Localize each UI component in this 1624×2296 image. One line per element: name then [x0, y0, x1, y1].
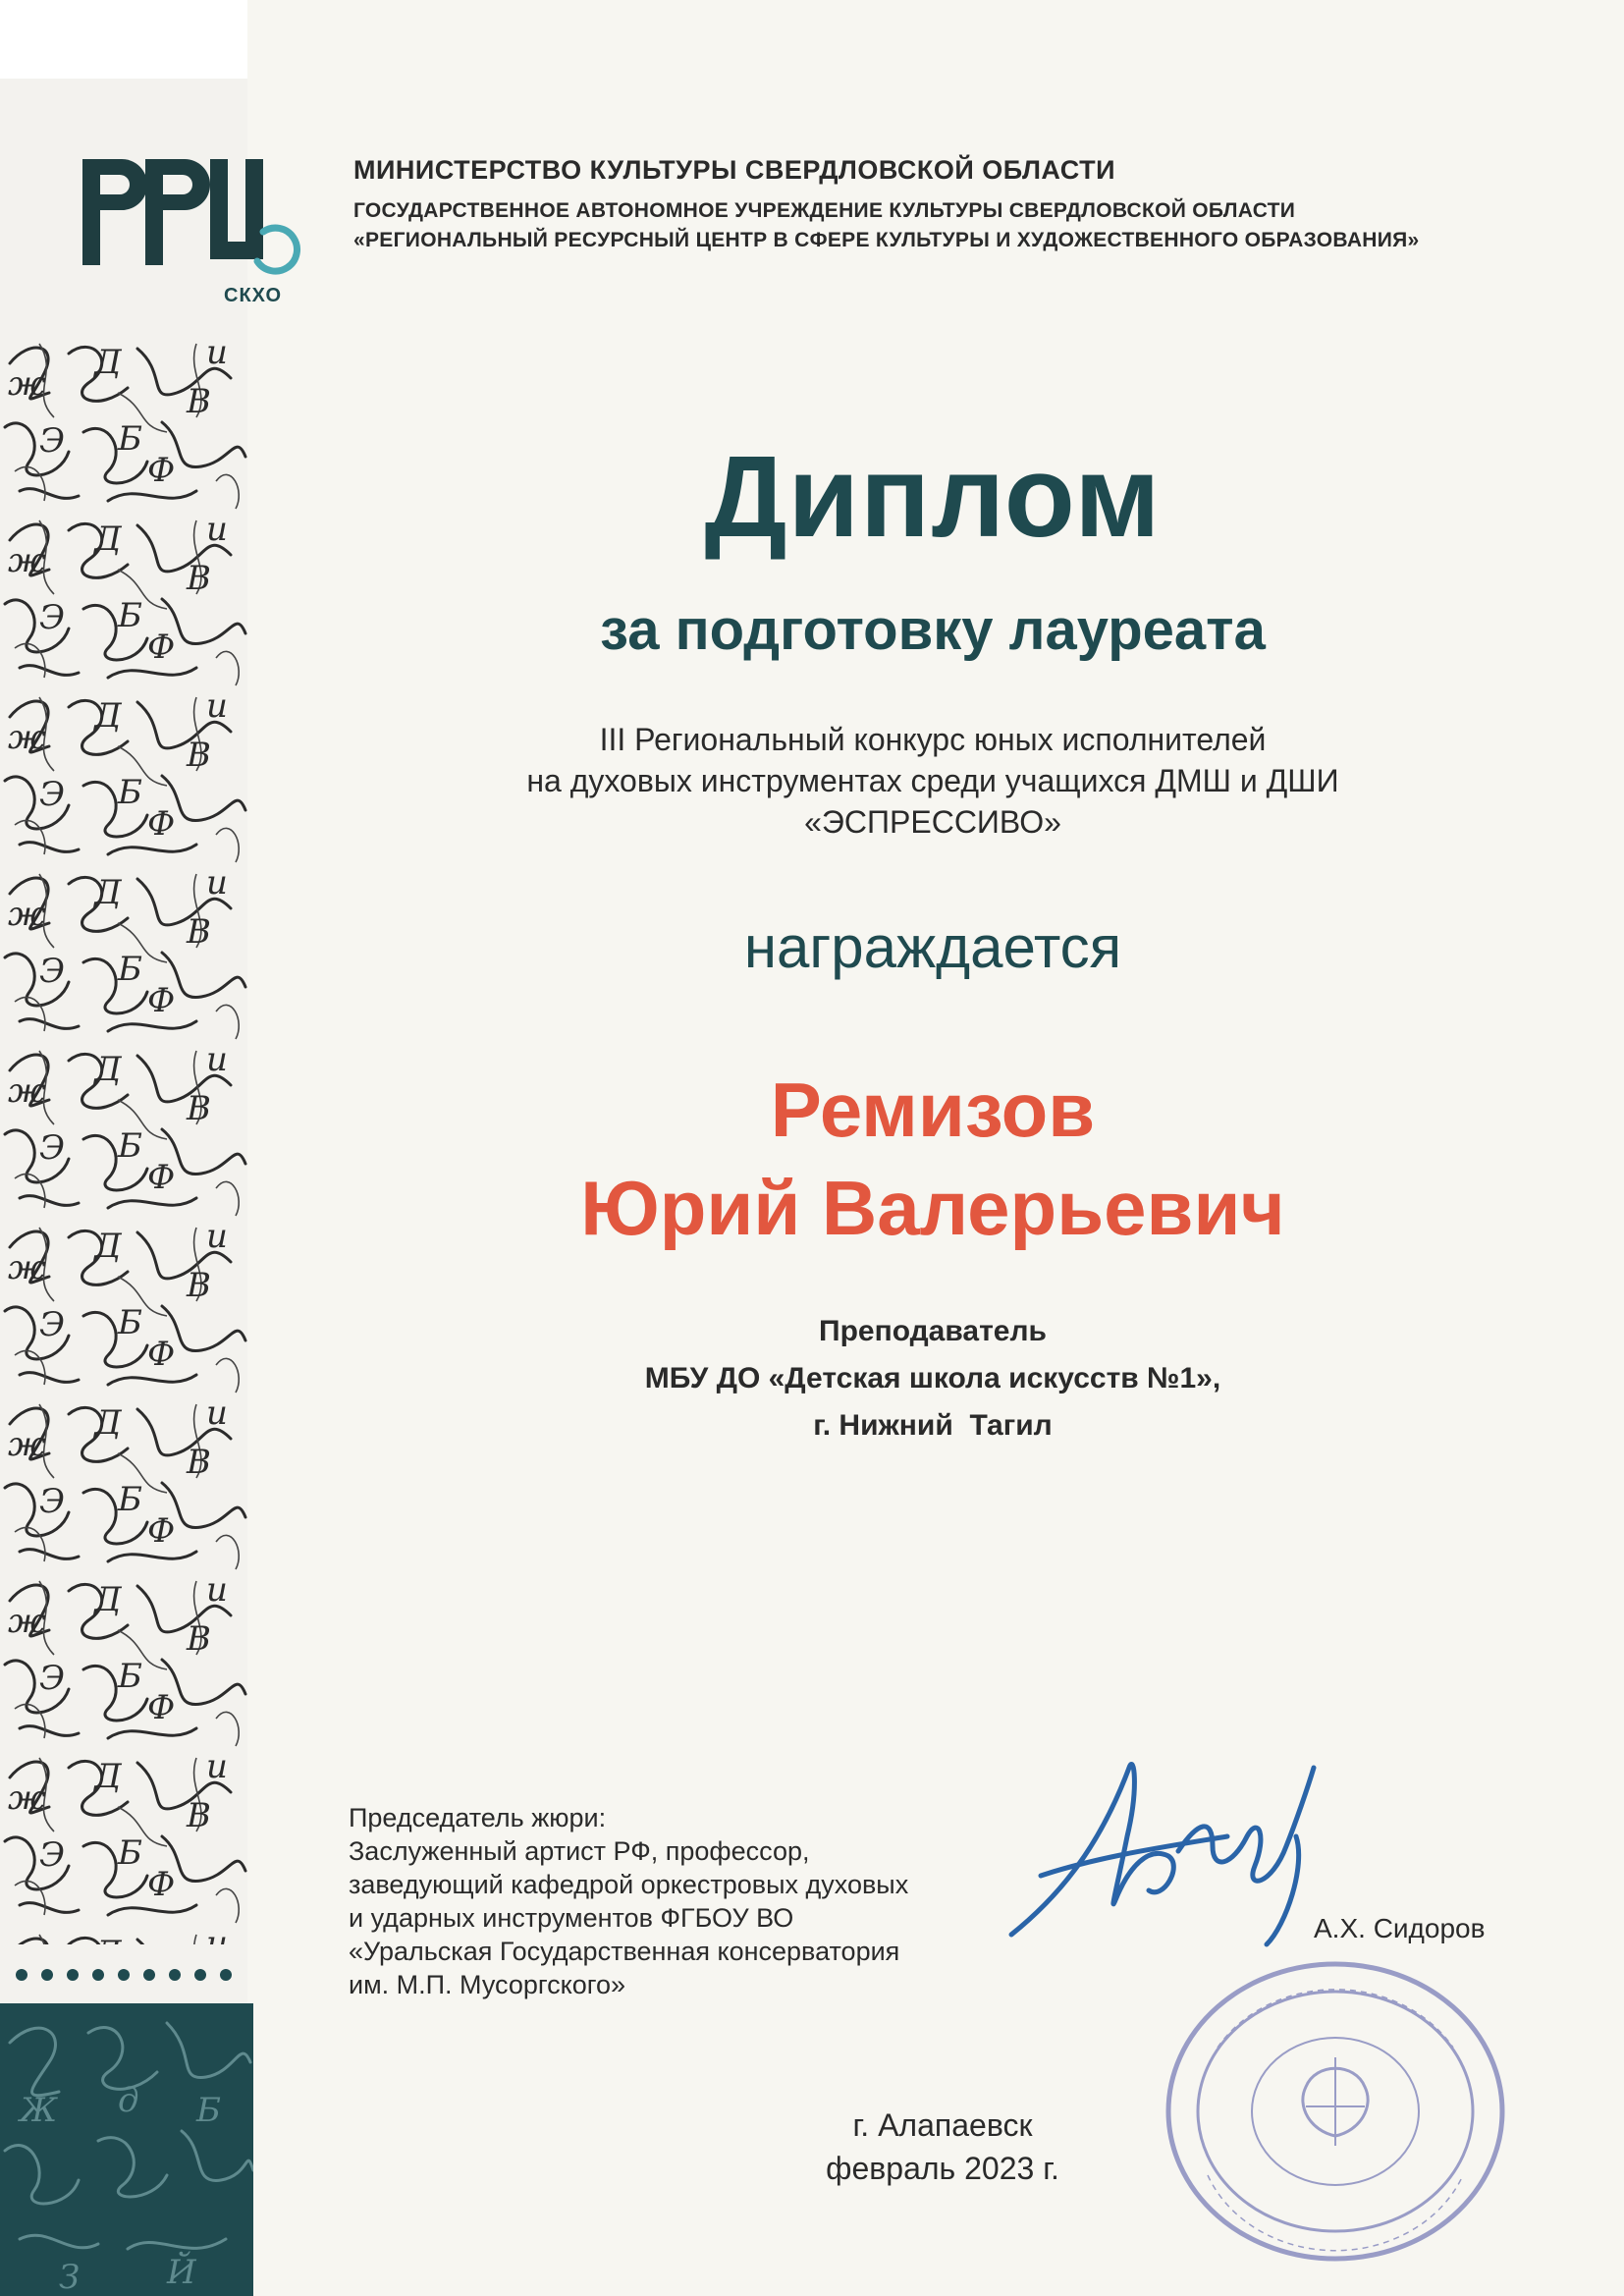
awarded-label: награждается	[743, 914, 1122, 980]
band-bottom-block	[0, 2003, 253, 2296]
recipient-organization: МБУ ДО «Детская школа искусств №1»,	[644, 1362, 1221, 1394]
svg-text:Й: Й	[167, 2253, 196, 2292]
jury-line-3: заведующий кафедрой оркестровых духовых	[349, 1870, 909, 1899]
decorative-side-band	[0, 0, 247, 2296]
recipient-given-names: Юрий Валерьевич	[580, 1165, 1285, 1251]
recipient-city: г. Нижний Тагил	[813, 1409, 1053, 1442]
place: г. Алапаевск	[852, 2107, 1033, 2143]
contest-name: «ЭСПРЕССИВО»	[804, 804, 1061, 840]
svg-text:З: З	[59, 2258, 81, 2296]
jury-line-4: и ударных инструментов ФГБОУ ВО	[349, 1903, 794, 1933]
contest-line-1: III Региональный конкурс юных исполнителей	[599, 722, 1267, 757]
diploma-subtitle: за подготовку лауреата	[600, 598, 1266, 662]
official-stamp	[1159, 1949, 1512, 2273]
logo-subtitle: СКХО	[224, 285, 283, 306]
dot-divider	[14, 1965, 249, 1985]
svg-text:Б: Б	[196, 2091, 221, 2130]
svg-text:Ж: Ж	[20, 2091, 58, 2130]
jury-chair-name: А.Х. Сидоров	[1314, 1913, 1486, 1943]
jury-line-1: Председатель жюри:	[349, 1803, 607, 1832]
place-and-date	[746, 2104, 1139, 2190]
rrc-logo	[82, 153, 338, 320]
institution-line-1: ГОСУДАРСТВЕННОЕ АВТОНОМНОЕ УЧРЕЖДЕНИЕ КУЛЬТУРЫ СВЕРДЛОВСКОЙ ОБЛАСТИ	[353, 199, 1296, 222]
ministry-name: МИНИСТЕРСТВО КУЛЬТУРЫ СВЕРДЛОВСКОЙ ОБЛАСТИ	[353, 155, 1115, 185]
recipient-name	[393, 1061, 1473, 1257]
header	[353, 155, 1532, 258]
contest-line-2: на духовых инструментах среди учащихся ДМШ и ДШИ	[526, 763, 1339, 798]
diploma-title: Диплом	[704, 432, 1162, 562]
recipient-surname: Ремизов	[770, 1066, 1096, 1153]
jury-line-6: им. М.П. Мусоргского»	[349, 1970, 626, 1999]
band-top-strip	[0, 0, 247, 79]
calligraphy-pattern	[0, 334, 247, 1944]
recipient-position: Преподаватель	[819, 1315, 1047, 1347]
date: февраль 2023 г.	[826, 2151, 1059, 2186]
recipient-details	[412, 1308, 1453, 1449]
institution-line-2: «РЕГИОНАЛЬНЫЙ РЕСУРСНЫЙ ЦЕНТР В СФЕРЕ КУЛЬТУРЫ И ХУДОЖЕСТВЕННОГО ОБРАЗОВАНИЯ»	[353, 229, 1420, 251]
svg-text:д: д	[118, 2081, 139, 2120]
jury-line-2: Заслуженный артист РФ, профессор,	[349, 1836, 810, 1866]
contest-description	[383, 719, 1483, 843]
chair-signature	[1001, 1728, 1355, 1974]
jury-chair-block	[349, 1801, 1056, 2001]
jury-line-5: «Уральская Государственная консерватория	[349, 1937, 900, 1966]
